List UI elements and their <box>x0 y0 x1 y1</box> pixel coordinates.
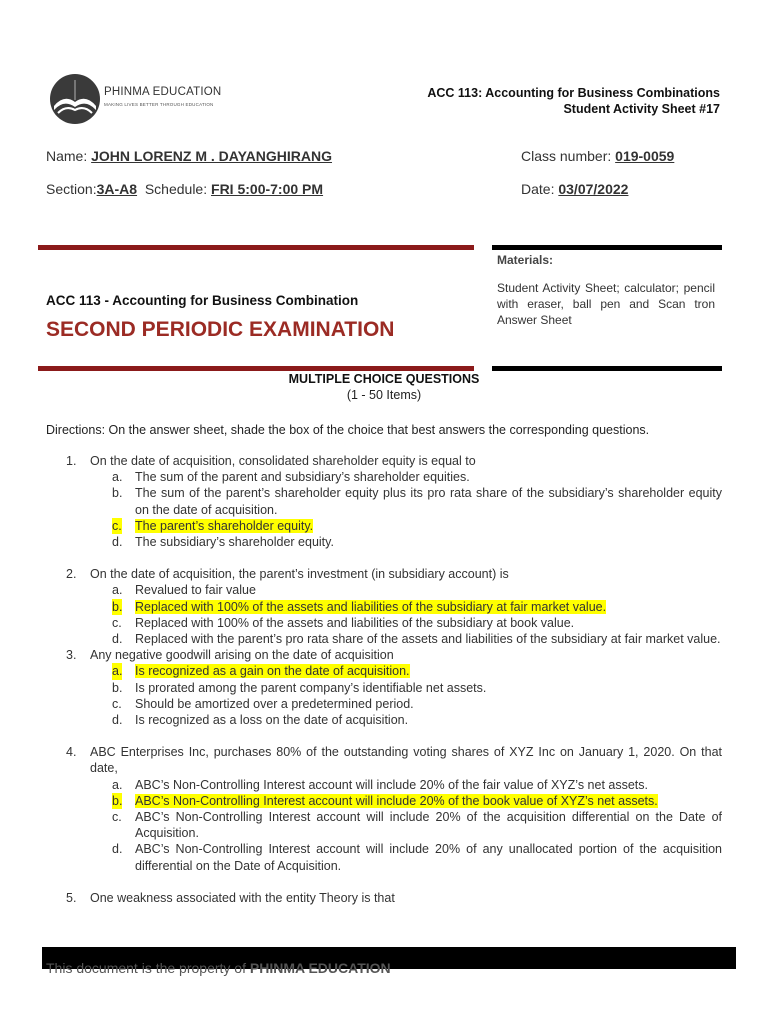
question-3 <box>66 647 722 728</box>
option-b: b. Is prorated among the parent company’s identifiable net assets. <box>112 680 487 695</box>
question-number: 3. <box>66 648 77 663</box>
option-c: c. ABC’s Non-Controlling Interest account will include 20% of the acquisition differential on the Date of Acquisition. <box>112 810 722 841</box>
question-number: 5. <box>66 890 77 905</box>
schedule-label: Schedule: <box>144 181 208 197</box>
option-b-highlighted: b. Replaced with 100% of the assets and liabilities of the subsidiary at fair market value. <box>112 599 607 614</box>
question-number: 4. <box>66 745 77 760</box>
option-c-highlighted: c. The parent’s shareholder equity. <box>112 518 314 533</box>
section-label: Section: <box>46 181 97 197</box>
sheet-line: Student Activity Sheet #17 <box>563 102 720 116</box>
section-schedule-row <box>46 181 323 197</box>
question-number: 2. <box>66 567 77 582</box>
phinma-logo <box>48 72 228 126</box>
course-line: ACC 113: Accounting for Business Combinations <box>427 86 720 100</box>
top-black-divider <box>492 245 722 250</box>
option-list <box>112 582 722 647</box>
option-a-highlighted: a. Is recognized as a gain on the date of acquisition. <box>112 664 410 679</box>
course-header <box>427 85 720 117</box>
option-c: c. Replaced with 100% of the assets and liabilities of the subsidiary at book value. <box>112 615 575 630</box>
question-4 <box>66 744 722 874</box>
option-a: a. The sum of the parent and subsidiary’s shareholder equities. <box>112 470 470 485</box>
materials-label: Materials: <box>497 253 554 267</box>
option-d: d. Replaced with the parent’s pro rata share of the assets and liabilities of the subsidiary at fair market value. <box>112 632 721 647</box>
question-list <box>66 453 722 906</box>
footer-owner: PHINMA EDUCATION <box>249 960 391 976</box>
student-name-row <box>46 148 332 164</box>
footer-property-notice <box>46 960 391 976</box>
date-label: Date: <box>521 181 555 197</box>
question-stem: Any negative goodwill arising on the date of acquisition <box>90 648 394 663</box>
option-b: b. The sum of the parent’s shareholder equity plus its pro rata share of the subsidiary’s shareholder equity on the date of acquisition. <box>112 486 722 517</box>
bottom-red-divider <box>38 366 474 371</box>
logo-tagline: MAKING LIVES BETTER THROUGH EDUCATION <box>104 102 214 107</box>
option-d: d. ABC’s Non-Controlling Interest account will include 20% of any unallocated portion of the acquisition differential on the Date of Acquisition. <box>112 842 722 873</box>
question-number: 1. <box>66 454 77 468</box>
student-name: JOHN LORENZ M . DAYANGHIRANG <box>91 148 333 164</box>
date-value: 03/07/2022 <box>558 181 629 197</box>
exam-course: ACC 113 - Accounting for Business Combination <box>46 293 359 308</box>
logo-name: PHINMA EDUCATION <box>104 86 222 98</box>
name-label: Name: <box>46 148 88 164</box>
option-d: d. The subsidiary’s shareholder equity. <box>112 535 334 550</box>
option-c: c. Should be amortized over a predetermined period. <box>112 696 414 711</box>
option-a: a. Revalued to fair value <box>112 583 256 598</box>
option-list <box>112 777 722 874</box>
class-number: 019-0059 <box>615 148 675 164</box>
question-stem: One weakness associated with the entity Theory is that <box>90 890 395 905</box>
question-5 <box>66 890 722 906</box>
materials-text: Student Activity Sheet; calculator; pencil with eraser, ball pen and Scan tron Answer Sheet <box>497 281 715 327</box>
question-1 <box>66 453 722 550</box>
date-row <box>521 181 628 197</box>
top-red-divider <box>38 245 474 250</box>
question-stem: ABC Enterprises Inc, purchases 80% of the outstanding voting shares of XYZ Inc on January 1, 2020. On that date, <box>90 745 722 776</box>
option-b-highlighted: b. ABC’s Non-Controlling Interest account will include 20% of the book value of XYZ’s net assets. <box>112 793 658 808</box>
option-list <box>112 469 722 550</box>
phinma-globe-icon <box>48 72 102 126</box>
question-stem: On the date of acquisition, consolidated shareholder equity is equal to <box>90 454 476 468</box>
footer-text: This document is the property of <box>46 960 250 976</box>
question-2 <box>66 566 722 647</box>
schedule-value: FRI 5:00-7:00 PM <box>211 181 324 197</box>
option-list <box>112 663 722 728</box>
directions: Directions: On the answer sheet, shade the box of the choice that best answers the corresponding questions. <box>46 423 650 437</box>
mcq-section-title: MULTIPLE CHOICE QUESTIONS <box>288 372 480 386</box>
bottom-black-divider <box>492 366 722 371</box>
question-stem: On the date of acquisition, the parent’s investment (in subsidiary account) is <box>90 567 509 582</box>
option-a: a. ABC’s Non-Controlling Interest account will include 20% of the fair value of XYZ’s net assets. <box>112 777 648 792</box>
class-number-row <box>521 148 674 164</box>
mcq-item-range: (1 - 50 Items) <box>346 388 422 402</box>
exam-title: SECOND PERIODIC EXAMINATION <box>46 318 395 341</box>
class-label: Class number: <box>521 148 612 164</box>
option-d: d. Is recognized as a loss on the date of acquisition. <box>112 713 409 728</box>
section-value: 3A-A8 <box>96 181 138 197</box>
